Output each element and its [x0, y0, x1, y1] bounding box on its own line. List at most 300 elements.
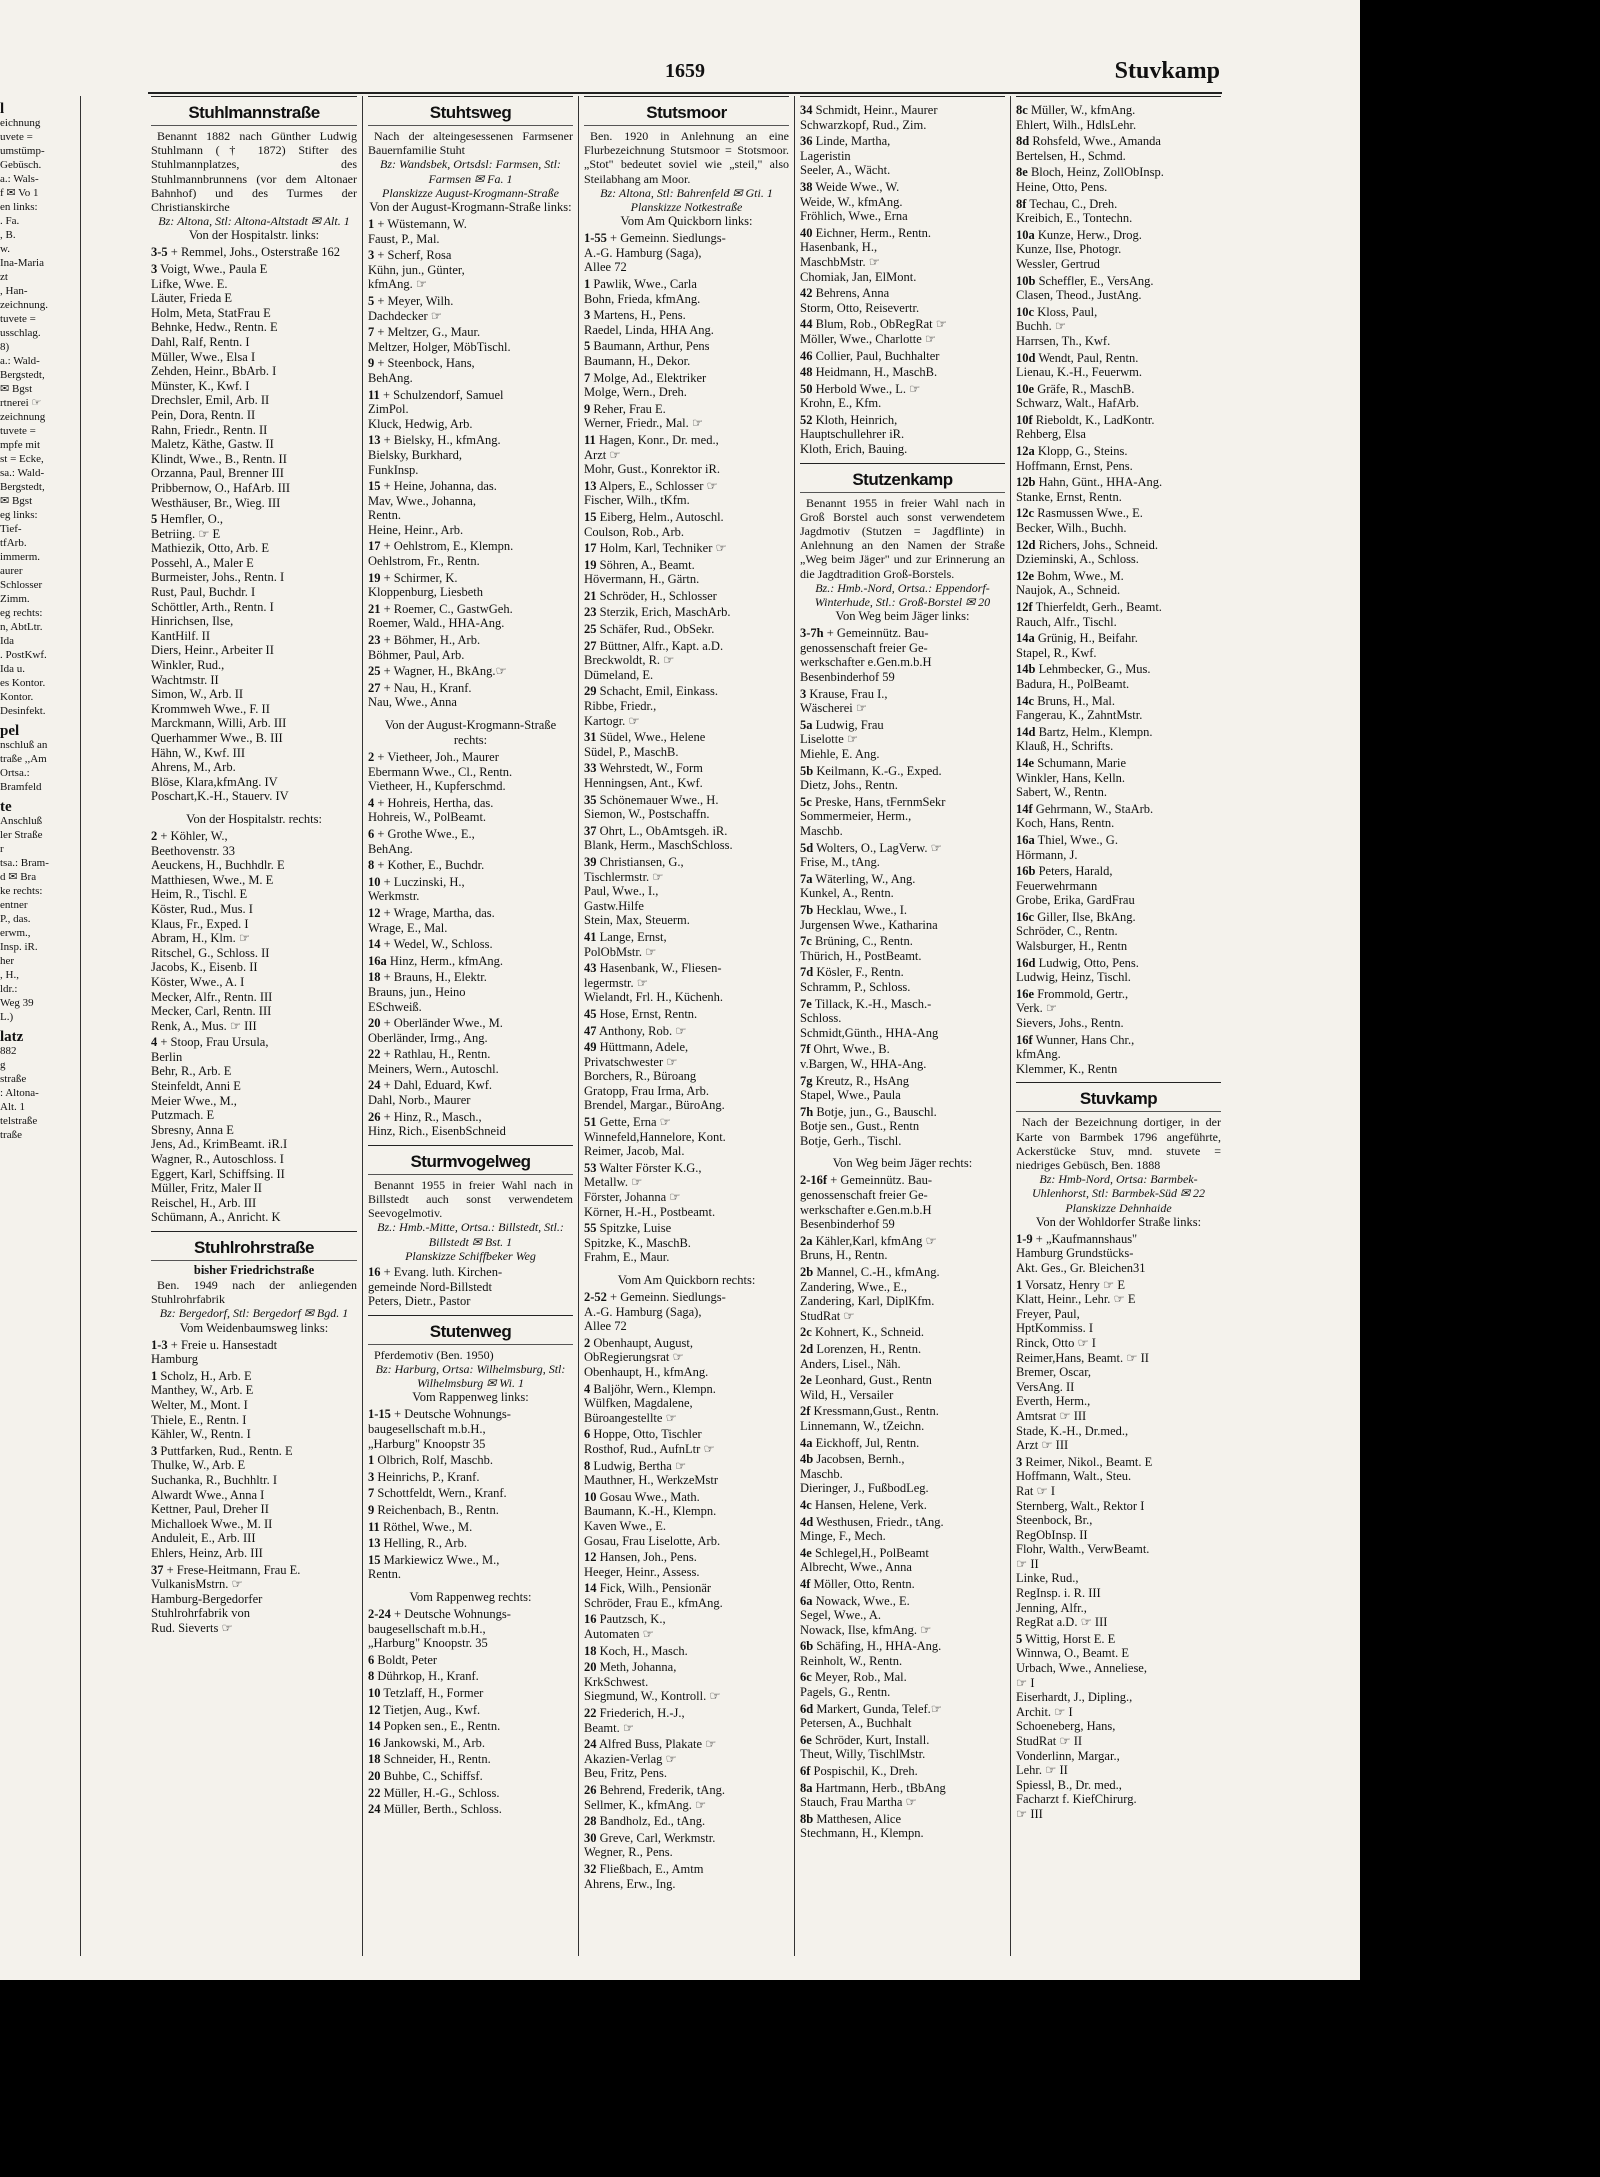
- resident-text: + „Kaufmannshaus": [1035, 1231, 1138, 1246]
- resident-text: Baumann, H., Dekor.: [584, 353, 691, 368]
- resident-text: Wehrstedt, W., Form: [599, 761, 703, 776]
- resident-entry: [368, 1062, 573, 1077]
- resident-entry: [584, 1490, 789, 1505]
- resident-text: Eichner, Herm., Rentn.: [815, 225, 932, 240]
- house-number: 4a: [800, 1435, 813, 1450]
- resident-text: Bloch, Heinz, ZollObInsp.: [1030, 165, 1164, 180]
- resident-entry: [368, 648, 573, 663]
- resident-text: Allee 72: [584, 260, 627, 275]
- resident-entry: [1016, 118, 1221, 133]
- resident-text: Greve, Carl, Werkmstr.: [599, 1830, 716, 1845]
- house-number: 12d: [1016, 537, 1036, 552]
- resident-text: Abram, H., Klm. ☞: [151, 931, 251, 946]
- resident-entry: [800, 903, 1005, 918]
- resident-entry: [368, 810, 573, 825]
- resident-entry: [368, 309, 573, 324]
- resident-entry: [1016, 1734, 1221, 1749]
- resident-text: Vorsatz, Henry ☞ E: [1025, 1277, 1125, 1292]
- resident-entry: [800, 1042, 1005, 1057]
- resident-text: + Vietheer, Joh., Maurer: [377, 750, 499, 765]
- resident-entry: [1016, 1278, 1221, 1293]
- resident-entry: [151, 335, 357, 350]
- resident-entry: [800, 149, 1005, 164]
- resident-entry: [584, 1007, 789, 1022]
- house-number: 17: [584, 541, 597, 556]
- resident-entry: [800, 670, 1005, 685]
- resident-text: Ribbe, Friedr.,: [584, 699, 657, 714]
- resident-text: Suchanka, R., Buchhltr. I: [151, 1472, 278, 1487]
- resident-entry: [1016, 677, 1221, 692]
- resident-entry: [584, 292, 789, 307]
- resident-text: ZimPol.: [368, 402, 409, 417]
- edge-text-fragment: 882: [0, 1045, 17, 1057]
- resident-entry: [368, 1486, 573, 1501]
- house-number: 14f: [1016, 801, 1033, 816]
- resident-text: Köster, Wwe., A. I: [151, 974, 245, 989]
- resident-entry: [584, 1862, 789, 1877]
- resident-text: A.-G. Hamburg (Saga),: [584, 245, 702, 260]
- resident-entry: [368, 921, 573, 936]
- edge-text-fragment: erwm.,: [0, 927, 31, 939]
- resident-entry: [800, 1795, 1005, 1810]
- resident-text: kfmAng.: [1016, 1047, 1061, 1062]
- resident-text: Dzieminski, A., Schloss.: [1016, 552, 1139, 567]
- resident-text: Kloss, Paul,: [1037, 304, 1098, 319]
- resident-entry: [368, 954, 573, 969]
- resident-text: Verk. ☞: [1016, 1001, 1058, 1016]
- resident-entry: [368, 1736, 573, 1751]
- resident-entry: [151, 1606, 357, 1621]
- resident-text: RegInsp. i. R. III: [1016, 1586, 1101, 1601]
- house-number: 3: [368, 248, 375, 263]
- resident-entry: [151, 1108, 357, 1123]
- edge-text-fragment: Zimm.: [0, 593, 30, 605]
- resident-text: Buchh. ☞: [1016, 319, 1067, 334]
- resident-entry: [800, 1436, 1005, 1451]
- resident-text: Heim, R., Tischl. E: [151, 887, 248, 902]
- resident-entry: [1016, 1705, 1221, 1720]
- street-name: Stutsmoor: [584, 103, 789, 126]
- resident-entry: [584, 525, 789, 540]
- resident-entry: [800, 965, 1005, 980]
- house-number: 8f: [1016, 196, 1027, 211]
- resident-text: Westhusen, Friedr., tAng.: [816, 1514, 944, 1529]
- resident-text: + Dahl, Eduard, Kwf.: [383, 1078, 493, 1093]
- district-note: Planskizze Notkestraße: [630, 200, 743, 215]
- house-number: 10d: [1016, 350, 1036, 365]
- resident-entry: [584, 990, 789, 1005]
- resident-entry: [800, 795, 1005, 810]
- resident-text: Rentn.: [368, 1567, 401, 1582]
- resident-text: Bohn, Frieda, kfmAng.: [584, 291, 701, 306]
- resident-text: MaschbMstr. ☞: [800, 254, 880, 269]
- resident-text: Maschb.: [800, 824, 843, 838]
- resident-text: Bremer, Oscar,: [1016, 1365, 1092, 1380]
- resident-entry: [368, 1503, 573, 1518]
- resident-text: Wäterling, W., Ang.: [815, 871, 916, 886]
- resident-text: Behr, R., Arb. E: [151, 1064, 232, 1079]
- resident-text: Heidmann, H., MaschB.: [815, 365, 938, 380]
- resident-entry: [1016, 103, 1221, 118]
- resident-entry: [151, 277, 357, 292]
- house-number: 14: [368, 1719, 381, 1734]
- resident-entry: [1016, 893, 1221, 908]
- resident-text: Heeger, Heinr., Assess.: [584, 1564, 700, 1579]
- resident-entry: [1016, 756, 1221, 771]
- resident-text: Schönemauer Wwe., H.: [599, 792, 719, 807]
- resident-entry: [1016, 1601, 1221, 1616]
- resident-text: Hagen, Konr., Dr. med.,: [598, 432, 719, 447]
- resident-text: Hansen, Joh., Pens.: [599, 1550, 697, 1565]
- resident-entry: [584, 1596, 789, 1611]
- street-section: [368, 1315, 573, 1817]
- resident-entry: [151, 585, 357, 600]
- house-number: 5: [368, 293, 375, 308]
- resident-entry: [368, 985, 573, 1000]
- resident-entry: [151, 512, 357, 527]
- resident-text: Rahn, Friedr., Rentn. II: [151, 422, 268, 437]
- resident-text: Allee 72: [584, 1319, 627, 1334]
- resident-text: Besenbinderhof 59: [800, 670, 895, 685]
- resident-entry: [584, 639, 789, 654]
- resident-entry: [800, 764, 1005, 779]
- edge-text-fragment: en links:: [0, 201, 38, 213]
- street-name: Stutenweg: [368, 1322, 573, 1345]
- resident-text: Metallw. ☞: [584, 1175, 643, 1190]
- resident-entry: [151, 844, 357, 859]
- resident-entry: [800, 1294, 1005, 1309]
- resident-text: Reischel, H., Arb. III: [151, 1195, 257, 1210]
- resident-entry: [151, 1167, 357, 1182]
- resident-text: Reimer,Hans, Beamt. ☞ II: [1016, 1350, 1149, 1365]
- resident-text: Kunze, Herw., Drog.: [1037, 227, 1142, 242]
- resident-entry: [584, 354, 789, 369]
- house-number: 2-52: [584, 1290, 607, 1304]
- resident-text: Burmeister, Johs., Rentn. I: [151, 570, 285, 585]
- running-head: Stuvkamp: [1114, 58, 1220, 84]
- resident-text: FunkInsp.: [368, 462, 419, 477]
- resident-text: Fließbach, E., Amtm: [599, 1861, 704, 1876]
- resident-text: PolObMstr. ☞: [584, 944, 657, 959]
- resident-text: Ritschel, G., Schloss. II: [151, 945, 270, 960]
- resident-text: Wielandt, Frl. H., Küchenh.: [584, 990, 724, 1005]
- edge-text-fragment: ✉ Bgst: [0, 495, 33, 507]
- resident-text: Ebermann Wwe., Cl., Rentn.: [368, 764, 513, 779]
- resident-entry: [368, 1437, 573, 1452]
- resident-text: Stechmann, H., Klempn.: [800, 1826, 924, 1841]
- house-number: 9: [368, 356, 375, 371]
- resident-text: + Frese-Heitmann, Frau E.: [166, 1562, 301, 1577]
- street-section: [368, 1145, 573, 1309]
- resident-text: Klatt, Heinr., Lehr. ☞ E: [1016, 1292, 1136, 1307]
- resident-text: + Wedel, W., Schloss.: [383, 937, 493, 952]
- district-note: Bz: Hmb-Nord, Ortsa: Barmbek-Uhlenhorst, Stl: Barmbek-Süd ✉ 22: [1031, 1172, 1206, 1201]
- resident-text: Wild, H., Versailer: [800, 1387, 894, 1402]
- resident-entry: [584, 1250, 789, 1265]
- resident-text: Zandering, Wwe., E.,: [800, 1279, 908, 1294]
- resident-entry: [151, 245, 357, 260]
- house-number: 10f: [1016, 412, 1033, 427]
- resident-entry: [151, 496, 357, 511]
- resident-text: Blum, Rob., ObRegRat ☞: [815, 317, 947, 332]
- resident-entry: [584, 416, 789, 431]
- resident-text: Heinrichs, P., Kranf.: [377, 1469, 480, 1484]
- resident-text: Hahn, Günt., HHA-Ang.: [1038, 475, 1163, 490]
- resident-text: Behrens, Anna: [815, 286, 890, 301]
- resident-entry: [368, 508, 573, 523]
- resident-text: ☞ II: [1016, 1556, 1039, 1571]
- resident-text: Tetzlaff, H., Former: [383, 1685, 484, 1700]
- resident-text: Martens, H., Pens.: [593, 308, 686, 323]
- resident-entry: [800, 1560, 1005, 1575]
- resident-entry: [151, 1352, 357, 1367]
- resident-entry: [151, 1210, 357, 1225]
- resident-entry: [800, 1781, 1005, 1796]
- resident-entry: [584, 1382, 789, 1397]
- house-number: 32: [584, 1861, 597, 1876]
- resident-text: Lehmbecker, G., Mus.: [1038, 662, 1151, 677]
- house-number: 7: [368, 1486, 375, 1501]
- resident-text: Spitzke, Luise: [599, 1221, 672, 1236]
- resident-entry: [584, 761, 789, 776]
- resident-entry: [584, 1305, 789, 1320]
- resident-text: Schäfing, H., HHA-Ang.: [816, 1639, 942, 1654]
- district-note: Bz: Altona, Stl: Bahrenfeld ✉ Gti. 1: [600, 185, 773, 200]
- resident-entry: [1016, 631, 1221, 646]
- resident-text: Everth, Herm.,: [1016, 1394, 1091, 1409]
- house-number: 6: [584, 1427, 591, 1442]
- resident-text: Gette, Erna ☞: [599, 1115, 671, 1130]
- resident-text: Mav, Wwe., Johanna,: [368, 493, 476, 508]
- resident-text: Klindt, Wwe., B., Rentn. II: [151, 451, 287, 466]
- resident-entry: [1016, 1778, 1221, 1793]
- resident-entry: [584, 1675, 789, 1690]
- resident-text: Dümeland, E.: [584, 667, 654, 682]
- resident-entry: [1016, 257, 1221, 272]
- house-number: 1-9: [1016, 1231, 1033, 1246]
- resident-entry: [800, 1325, 1005, 1340]
- resident-text: Rasmussen Wwe., E.: [1037, 506, 1143, 521]
- resident-entry: [151, 1458, 357, 1473]
- resident-text: Segel, Wwe., A.: [800, 1608, 882, 1623]
- resident-text: Kähler,Karl, kfmAng ☞: [815, 1233, 937, 1248]
- resident-entry: [151, 1152, 357, 1167]
- house-number: 18: [368, 1752, 381, 1767]
- resident-entry: [1016, 924, 1221, 939]
- resident-entry: [584, 807, 789, 822]
- resident-entry: [800, 1419, 1005, 1434]
- resident-entry: [368, 1031, 573, 1046]
- resident-text: Vonderlinn, Margar.,: [1016, 1748, 1120, 1763]
- house-number: 21: [584, 588, 597, 603]
- resident-text: Walsburger, H., Rentn: [1016, 939, 1128, 954]
- resident-text: Botje, jun., G., Bauschl.: [816, 1104, 937, 1119]
- resident-text: Buhbe, C., Schiffsf.: [383, 1768, 483, 1783]
- resident-text: VersAng. II: [1016, 1379, 1075, 1394]
- resident-entry: [151, 527, 357, 542]
- resident-entry: [800, 1546, 1005, 1561]
- resident-entry: [1016, 600, 1221, 615]
- house-number: 26: [368, 1109, 381, 1124]
- edge-text-fragment: tsa.: Bram-: [0, 857, 49, 869]
- house-number: 3: [151, 262, 158, 277]
- resident-text: Querhammer Wwe., B. III: [151, 731, 283, 746]
- edge-text-fragment: ke rechts:: [0, 885, 43, 897]
- resident-text: Steinfeldt, Anni E: [151, 1079, 241, 1094]
- resident-text: Meiners, Wern., Autoschl.: [368, 1061, 499, 1076]
- resident-entry: [151, 291, 357, 306]
- house-number: 2-24: [368, 1607, 391, 1621]
- resident-entry: [1016, 1246, 1221, 1261]
- directory-columns: [146, 96, 1230, 1956]
- resident-text: Rust, Paul, Buchdr. I: [151, 585, 256, 600]
- resident-entry: [368, 1636, 573, 1651]
- house-number: 12a: [1016, 444, 1035, 459]
- resident-text: Jens, Ad., KrimBeamt. iR.I: [151, 1137, 288, 1152]
- edge-text-fragment: tfArb.: [0, 537, 27, 549]
- resident-text: Brendel, Margar., BüroAng.: [584, 1098, 725, 1113]
- resident-text: Schramm, P., Schloss.: [800, 979, 911, 994]
- edge-text-fragment: her: [0, 955, 15, 967]
- resident-text: Hohreis, W., PolBeamt.: [368, 810, 487, 825]
- resident-entry: [1016, 319, 1221, 334]
- resident-entry: [1016, 382, 1221, 397]
- edge-text-fragment: . PostKwf.: [0, 649, 47, 661]
- resident-entry: [1016, 1016, 1221, 1031]
- resident-entry: [800, 1452, 1005, 1467]
- resident-entry: [800, 1203, 1005, 1218]
- resident-entry: [584, 385, 789, 400]
- resident-entry: [1016, 1455, 1221, 1470]
- resident-entry: [584, 622, 789, 637]
- resident-text: Winnefeld,Hannelore, Kont.: [584, 1129, 726, 1144]
- resident-entry: [1016, 910, 1221, 925]
- resident-entry: [1016, 444, 1221, 459]
- resident-entry: [584, 339, 789, 354]
- resident-text: Flohr, Walth., VerwBeamt.: [1016, 1542, 1150, 1557]
- resident-text: Büroangestellte ☞: [584, 1410, 677, 1425]
- resident-entry: [800, 886, 1005, 901]
- resident-text: Lorenzen, H., Rentn.: [816, 1342, 922, 1356]
- street-name: Stuhtsweg: [368, 103, 573, 126]
- resident-text: Förster, Johanna ☞: [584, 1190, 681, 1205]
- resident-text: Stanke, Ernst, Rentn.: [1016, 489, 1122, 504]
- street-section: [800, 96, 1005, 457]
- edge-text-fragment: aurer: [0, 565, 23, 577]
- district-note: Planskizze August-Krogmann-Straße: [382, 185, 559, 200]
- resident-entry: [151, 393, 357, 408]
- house-number: 4: [368, 795, 375, 810]
- resident-text: + Bielsky, H., kfmAng.: [383, 433, 501, 448]
- resident-text: Bartz, Helm., Klempn.: [1038, 724, 1153, 739]
- resident-entry: [584, 308, 789, 323]
- house-number: 3: [800, 686, 807, 701]
- house-number: 22: [368, 1785, 381, 1800]
- resident-text: + Wrage, Martha, das.: [383, 905, 495, 920]
- resident-text: Heine, Otto, Pens.: [1016, 179, 1108, 194]
- resident-entry: [1016, 475, 1221, 490]
- street-former-name: bisher Friedrichstraße: [193, 1263, 315, 1278]
- house-number: 16: [368, 1265, 381, 1280]
- resident-text: Blank, Herm., MaschSchloss.: [584, 838, 733, 853]
- resident-entry: [1016, 833, 1221, 848]
- house-number: 6: [368, 1652, 375, 1667]
- resident-text: Techau, C., Dreh.: [1029, 196, 1118, 211]
- resident-entry: [368, 1016, 573, 1031]
- resident-text: Schümann, A., Anricht. K: [151, 1210, 281, 1225]
- resident-entry: [800, 824, 1005, 839]
- resident-text: Gehrmann, W., StaArb.: [1035, 801, 1154, 816]
- resident-text: A.-G. Hamburg (Saga),: [584, 1304, 702, 1319]
- resident-text: Möller, Otto, Rentn.: [813, 1576, 915, 1591]
- resident-entry: [584, 1411, 789, 1426]
- resident-text: Jankowski, M., Arb.: [383, 1735, 486, 1750]
- street-section: [584, 96, 789, 1891]
- resident-text: Winkler, Rud.,: [151, 658, 225, 673]
- resident-entry: [368, 842, 573, 857]
- resident-entry: [584, 246, 789, 261]
- resident-entry: [1016, 242, 1221, 257]
- resident-entry: [800, 626, 1005, 641]
- house-number: 24: [368, 1078, 381, 1093]
- resident-text: Schneider, H., Rentn.: [383, 1752, 491, 1767]
- resident-entry: [368, 217, 573, 232]
- edge-text-fragment: eg rechts:: [0, 607, 43, 619]
- edge-text-fragment: Kontor.: [0, 691, 34, 703]
- resident-text: Frommold, Gertr.,: [1037, 986, 1129, 1001]
- resident-text: Besenbinderhof 59: [800, 1217, 895, 1232]
- resident-entry: [584, 1534, 789, 1549]
- street-section: [1016, 96, 1221, 1076]
- resident-text: Klopp, G., Steins.: [1037, 444, 1128, 459]
- resident-text: Leonhard, Gust., Rentn: [814, 1373, 932, 1388]
- resident-text: Ahrens, M., Arb.: [151, 760, 236, 775]
- resident-entry: [368, 779, 573, 794]
- resident-entry: [584, 1612, 789, 1627]
- resident-entry: [1016, 1763, 1221, 1778]
- resident-text: Puttfarken, Rud., Rentn. E: [160, 1443, 293, 1458]
- house-number: 7c: [800, 934, 812, 949]
- resident-entry: [584, 1721, 789, 1736]
- resident-entry: [584, 776, 789, 791]
- resident-entry: [151, 466, 357, 481]
- edge-text-fragment: Gebüsch.: [0, 159, 42, 171]
- resident-entry: [368, 858, 573, 873]
- house-number: 6c: [800, 1670, 812, 1685]
- house-number: 10: [368, 874, 381, 889]
- street-description: Ben. 1949 nach der anliegenden Stuhlrohrfabrik: [151, 1278, 357, 1307]
- resident-text: Reimer, Nikol., Beamt. E: [1025, 1454, 1153, 1469]
- resident-text: Tischlermstr. ☞: [584, 869, 664, 884]
- resident-entry: [151, 1338, 357, 1353]
- resident-entry: [584, 1115, 789, 1130]
- resident-entry: [368, 1520, 573, 1535]
- resident-entry: [368, 796, 573, 811]
- resident-text: ESchweiß.: [368, 999, 422, 1014]
- resident-entry: [800, 1011, 1005, 1026]
- resident-text: Kreutz, R., HsAng: [815, 1073, 910, 1088]
- resident-text: Grobe, Erika, GardFrau: [1016, 893, 1135, 908]
- resident-entry: [151, 1546, 357, 1561]
- resident-text: v.Bargen, W., HHA-Ang.: [800, 1056, 927, 1071]
- resident-entry: [584, 589, 789, 604]
- house-number: 27: [368, 680, 381, 695]
- resident-entry: [1016, 1528, 1221, 1543]
- resident-entry: [800, 1373, 1005, 1388]
- resident-entry: [584, 260, 789, 275]
- resident-entry: [1016, 1542, 1221, 1557]
- house-number: 2e: [800, 1373, 812, 1388]
